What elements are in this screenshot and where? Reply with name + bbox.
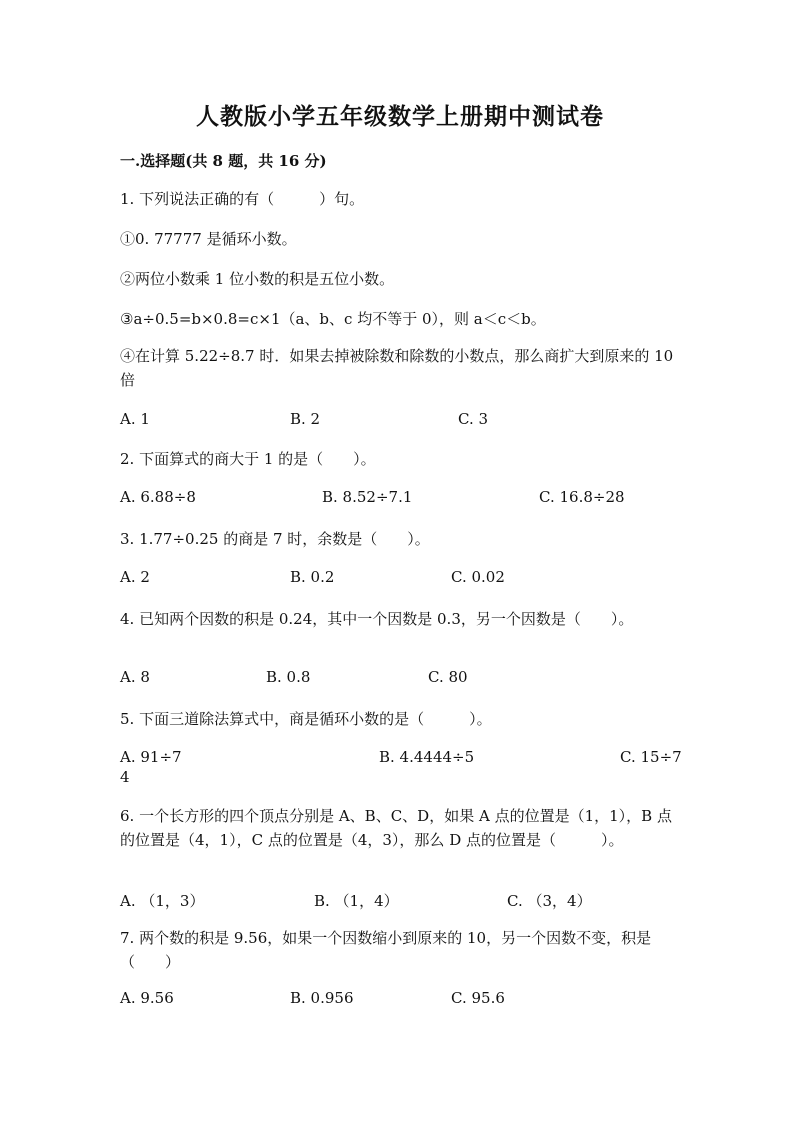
question-7-option-a[interactable]: A. 9.56 — [120, 989, 174, 1007]
question-6-option-c[interactable]: C. （3，4） — [507, 892, 592, 910]
question-2-stem: 2. 下面算式的商大于 1 的是（ ）。 — [120, 450, 376, 468]
question-4-option-a[interactable]: A. 8 — [120, 668, 150, 686]
question-7-option-b[interactable]: B. 0.956 — [290, 989, 354, 1007]
question-5-wrapped-text: 4 — [120, 768, 130, 786]
question-1-statement-2: ②两位小数乘 1 位小数的积是五位小数。 — [120, 270, 395, 288]
question-2-option-b[interactable]: B. 8.52÷7.1 — [322, 488, 413, 506]
question-7-stem: 7. 两个数的积是 9.56，如果一个因数缩小到原来的 10，另一个因数不变，积是（ ） — [120, 929, 652, 971]
question-3-option-a[interactable]: A. 2 — [120, 568, 150, 586]
question-5-option-a[interactable]: A. 91÷7 — [120, 748, 182, 766]
question-1-stem: 1. 下列说法正确的有（ ）句。 — [120, 190, 365, 208]
question-1-option-b[interactable]: B. 2 — [290, 410, 321, 428]
question-2-option-a[interactable]: A. 6.88÷8 — [120, 488, 196, 506]
question-1-statement-4: ④在计算 5.22÷8.7 时．如果去掉被除数和除数的小数点，那么商扩大到原来的 10 倍 — [120, 347, 674, 389]
page-title: 人教版小学五年级数学上册期中测试卷 — [196, 103, 604, 130]
question-5-option-b[interactable]: B. 4.4444÷5 — [379, 748, 475, 766]
question-6-stem: 6. 一个长方形的四个顶点分别是 A、B、C、D，如果 A 点的位置是（1，1），B 点的位置是（4，1），C 点的位置是（4，3），那么 D 点的位置是（ ）。 — [120, 807, 672, 849]
question-3-option-c[interactable]: C. 0.02 — [451, 568, 505, 586]
question-1-statement-3: ③a÷0.5=b×0.8=c×1（a、b、c 均不等于 0），则 a＜c＜b。 — [120, 310, 546, 328]
question-4-stem: 4. 已知两个因数的积是 0.24，其中一个因数是 0.3，另一个因数是（ ）。 — [120, 610, 634, 628]
question-7-option-c[interactable]: C. 95.6 — [451, 989, 505, 1007]
question-2-option-c[interactable]: C. 16.8÷28 — [539, 488, 625, 506]
question-5-stem: 5. 下面三道除法算式中，商是循环小数的是（ ）。 — [120, 710, 492, 728]
question-1-option-c[interactable]: C. 3 — [458, 410, 489, 428]
question-5-option-c[interactable]: C. 15÷7 — [620, 748, 682, 766]
question-1-statement-1: ①0. 77777 是循环小数。 — [120, 230, 297, 248]
question-3-option-b[interactable]: B. 0.2 — [290, 568, 335, 586]
section-heading: 一.选择题(共 8 题，共 16 分) — [120, 152, 327, 170]
question-6-option-a[interactable]: A. （1，3） — [120, 892, 205, 910]
question-6-option-b[interactable]: B. （1，4） — [314, 892, 399, 910]
question-3-stem: 3. 1.77÷0.25 的商是 7 时，余数是（ ）。 — [120, 530, 430, 548]
question-4-option-b[interactable]: B. 0.8 — [266, 668, 311, 686]
question-4-option-c[interactable]: C. 80 — [428, 668, 468, 686]
question-1-option-a[interactable]: A. 1 — [120, 410, 150, 428]
